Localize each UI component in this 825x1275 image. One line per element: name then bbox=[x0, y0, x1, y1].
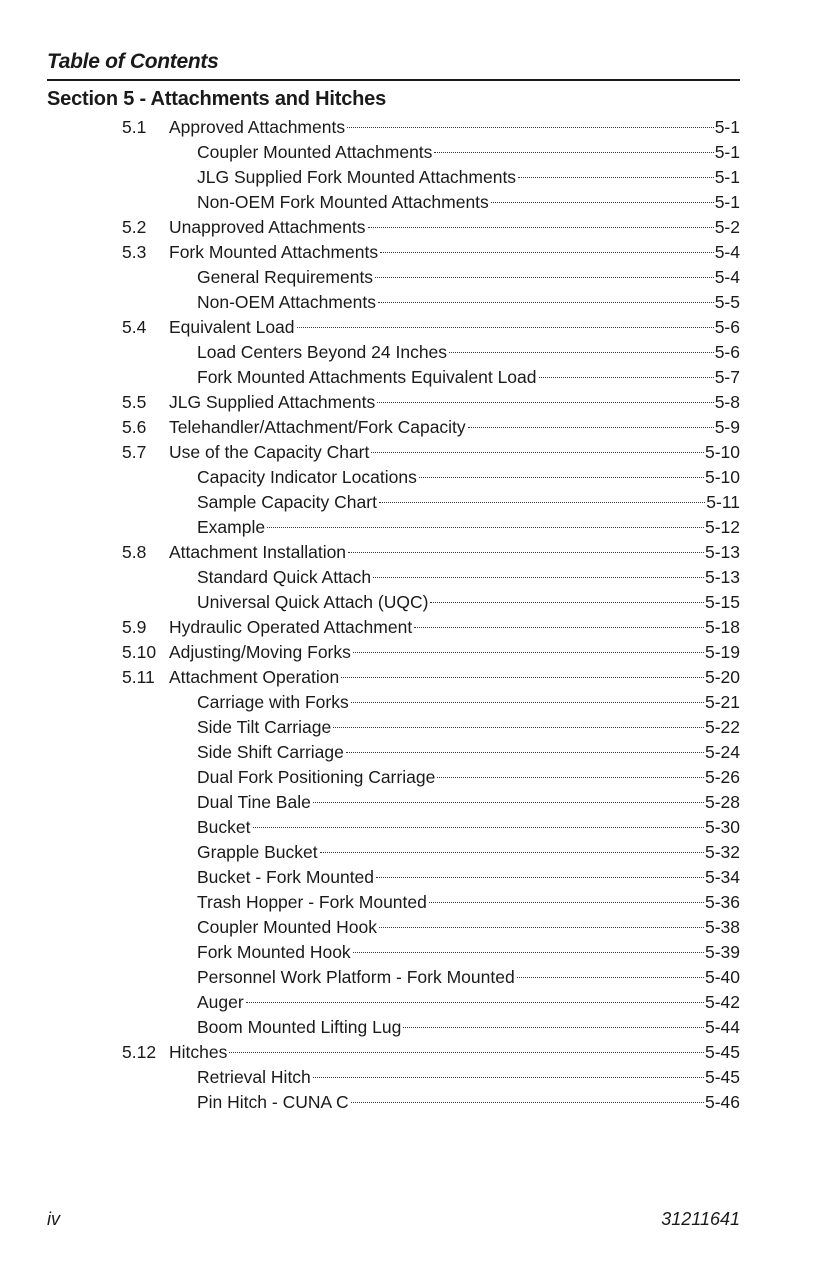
dot-leader bbox=[347, 127, 714, 128]
dot-leader bbox=[229, 1052, 704, 1053]
toc-entry-page: 5-26 bbox=[704, 767, 740, 787]
dot-leader bbox=[375, 277, 714, 278]
dot-leader bbox=[297, 327, 714, 328]
toc-entry[interactable] bbox=[0, 965, 825, 990]
dot-leader bbox=[253, 827, 704, 828]
toc-entry[interactable] bbox=[0, 840, 825, 865]
toc-entry-line bbox=[169, 315, 740, 340]
toc-entry-page: 5-28 bbox=[704, 792, 740, 812]
toc-entry-title: Bucket - Fork Mounted bbox=[197, 867, 375, 887]
toc-entry-title: Sample Capacity Chart bbox=[197, 492, 377, 512]
toc-entry-title: Telehandler/Attachment/Fork Capacity bbox=[169, 417, 466, 437]
toc-entry-line bbox=[169, 240, 740, 265]
toc-entry-line bbox=[169, 440, 740, 465]
toc-entry-page: 5-42 bbox=[704, 992, 740, 1012]
toc-entry-line bbox=[197, 940, 740, 965]
toc-entry-page: 5-4 bbox=[714, 242, 740, 262]
toc-entry-title: Fork Mounted Attachments bbox=[169, 242, 379, 262]
toc-entry-page: 5-19 bbox=[704, 642, 740, 662]
toc-entry-page: 5-1 bbox=[714, 167, 740, 187]
toc-entry[interactable] bbox=[0, 940, 825, 965]
toc-entry[interactable] bbox=[0, 490, 825, 515]
dot-leader bbox=[491, 202, 714, 203]
toc-entry-title: Coupler Mounted Hook bbox=[197, 917, 377, 937]
toc-entry-page: 5-40 bbox=[704, 967, 740, 987]
toc-entry-line bbox=[197, 1090, 740, 1115]
toc-entry-line bbox=[197, 165, 740, 190]
toc-entry-line bbox=[197, 790, 740, 815]
dot-leader bbox=[403, 1027, 704, 1028]
toc-entry[interactable] bbox=[0, 415, 825, 440]
dot-leader bbox=[379, 502, 705, 503]
toc-entry[interactable] bbox=[0, 590, 825, 615]
toc-entry[interactable] bbox=[0, 540, 825, 565]
table-of-contents bbox=[0, 115, 825, 1115]
toc-entry-line bbox=[169, 415, 740, 440]
dot-leader bbox=[373, 577, 704, 578]
toc-entry-page: 5-7 bbox=[714, 367, 740, 387]
dot-leader bbox=[313, 1077, 704, 1078]
toc-entry-title: Boom Mounted Lifting Lug bbox=[197, 1017, 402, 1037]
dot-leader bbox=[267, 527, 704, 528]
toc-entry-line bbox=[197, 740, 740, 765]
dot-leader bbox=[377, 402, 713, 403]
toc-entry-title: Load Centers Beyond 24 Inches bbox=[197, 342, 448, 362]
toc-entry-title: Standard Quick Attach bbox=[197, 567, 372, 587]
toc-entry-number: 5.2 bbox=[122, 217, 147, 237]
toc-entry-line bbox=[169, 1040, 740, 1065]
toc-entry-page: 5-20 bbox=[704, 667, 740, 687]
toc-entry[interactable] bbox=[0, 515, 825, 540]
toc-entry-line bbox=[169, 640, 740, 665]
toc-entry[interactable] bbox=[0, 715, 825, 740]
toc-entry-title: Carriage with Forks bbox=[197, 692, 349, 712]
toc-entry-line bbox=[197, 290, 740, 315]
toc-entry-title: Non-OEM Attachments bbox=[197, 292, 376, 312]
toc-entry-page: 5-6 bbox=[714, 317, 740, 337]
dot-leader bbox=[371, 452, 704, 453]
toc-entry[interactable] bbox=[0, 365, 825, 390]
dot-leader bbox=[346, 752, 704, 753]
dot-leader bbox=[414, 627, 704, 628]
toc-entry-line bbox=[197, 140, 740, 165]
toc-entry-title: Unapproved Attachments bbox=[169, 217, 366, 237]
toc-entry-page: 5-8 bbox=[714, 392, 740, 412]
toc-entry-line bbox=[197, 990, 740, 1015]
toc-entry-page: 5-1 bbox=[714, 192, 740, 212]
toc-entry-line bbox=[197, 840, 740, 865]
toc-entry-page: 5-13 bbox=[704, 542, 740, 562]
toc-entry-page: 5-5 bbox=[714, 292, 740, 312]
toc-entry-title: Retrieval Hitch bbox=[197, 1067, 311, 1087]
toc-entry-page: 5-44 bbox=[704, 1017, 740, 1037]
toc-entry-page: 5-6 bbox=[714, 342, 740, 362]
header-divider bbox=[47, 79, 740, 81]
toc-entry[interactable] bbox=[0, 1090, 825, 1115]
toc-entry-page: 5-21 bbox=[704, 692, 740, 712]
toc-entry[interactable] bbox=[0, 140, 825, 165]
toc-entry-line bbox=[197, 915, 740, 940]
dot-leader bbox=[320, 852, 704, 853]
toc-entry[interactable] bbox=[0, 990, 825, 1015]
toc-entry-title: Attachment Installation bbox=[169, 542, 347, 562]
toc-entry-page: 5-45 bbox=[704, 1042, 740, 1062]
toc-entry-number: 5.9 bbox=[122, 617, 147, 637]
toc-entry-page: 5-32 bbox=[704, 842, 740, 862]
toc-entry[interactable] bbox=[0, 790, 825, 815]
toc-entry-page: 5-34 bbox=[704, 867, 740, 887]
toc-entry-line bbox=[197, 190, 740, 215]
toc-entry-page: 5-1 bbox=[714, 142, 740, 162]
toc-entry[interactable] bbox=[0, 565, 825, 590]
toc-entry-page: 5-10 bbox=[704, 442, 740, 462]
toc-entry[interactable] bbox=[0, 240, 825, 265]
toc-entry-line bbox=[197, 690, 740, 715]
toc-entry-title: Dual Tine Bale bbox=[197, 792, 311, 812]
toc-entry-title: Capacity Indicator Locations bbox=[197, 467, 417, 487]
page-header-title: Table of Contents bbox=[47, 50, 219, 73]
dot-leader bbox=[368, 227, 714, 228]
dot-leader bbox=[379, 927, 704, 928]
toc-entry-title: Hydraulic Operated Attachment bbox=[169, 617, 413, 637]
dot-leader bbox=[518, 177, 714, 178]
toc-entry[interactable] bbox=[0, 265, 825, 290]
toc-entry[interactable] bbox=[0, 165, 825, 190]
toc-entry-page: 5-9 bbox=[714, 417, 740, 437]
toc-entry-page: 5-22 bbox=[704, 717, 740, 737]
toc-entry-page: 5-38 bbox=[704, 917, 740, 937]
toc-entry-title: Hitches bbox=[169, 1042, 228, 1062]
dot-leader bbox=[539, 377, 714, 378]
toc-entry-line bbox=[197, 1065, 740, 1090]
toc-entry-line bbox=[197, 515, 740, 540]
dot-leader bbox=[434, 152, 713, 153]
dot-leader bbox=[419, 477, 704, 478]
dot-leader bbox=[333, 727, 704, 728]
dot-leader bbox=[430, 602, 704, 603]
toc-entry-number: 5.7 bbox=[122, 442, 147, 462]
toc-entry-title: Adjusting/Moving Forks bbox=[169, 642, 351, 662]
toc-entry-page: 5-11 bbox=[706, 492, 740, 512]
toc-entry-page: 5-30 bbox=[704, 817, 740, 837]
toc-entry-title: Fork Mounted Attachments Equivalent Load bbox=[197, 367, 537, 387]
toc-entry[interactable] bbox=[0, 290, 825, 315]
toc-entry[interactable] bbox=[0, 1040, 825, 1065]
toc-entry-page: 5-24 bbox=[704, 742, 740, 762]
dot-leader bbox=[380, 252, 714, 253]
toc-entry-line bbox=[197, 815, 740, 840]
toc-entry-page: 5-36 bbox=[704, 892, 740, 912]
dot-leader bbox=[376, 877, 704, 878]
dot-leader bbox=[517, 977, 704, 978]
toc-entry[interactable] bbox=[0, 890, 825, 915]
toc-entry-line bbox=[197, 365, 740, 390]
toc-entry-page: 5-15 bbox=[704, 592, 740, 612]
toc-entry-page: 5-45 bbox=[704, 1067, 740, 1087]
toc-entry-title: Trash Hopper - Fork Mounted bbox=[197, 892, 427, 912]
dot-leader bbox=[348, 552, 704, 553]
toc-entry-title: Bucket bbox=[197, 817, 251, 837]
toc-entry-line bbox=[197, 590, 740, 615]
toc-entry-number: 5.6 bbox=[122, 417, 147, 437]
toc-entry-line bbox=[169, 615, 740, 640]
toc-entry-line bbox=[197, 890, 740, 915]
toc-entry-page: 5-39 bbox=[704, 942, 740, 962]
toc-entry-number: 5.4 bbox=[122, 317, 147, 337]
toc-entry-page: 5-2 bbox=[714, 217, 740, 237]
toc-entry-page: 5-18 bbox=[704, 617, 740, 637]
toc-entry[interactable] bbox=[0, 765, 825, 790]
toc-entry-line bbox=[169, 540, 740, 565]
toc-entry-number: 5.12 bbox=[122, 1042, 157, 1062]
dot-leader bbox=[353, 652, 704, 653]
toc-entry-line bbox=[197, 765, 740, 790]
toc-entry[interactable] bbox=[0, 190, 825, 215]
toc-entry-line bbox=[197, 490, 740, 515]
toc-entry-title: Approved Attachments bbox=[169, 117, 346, 137]
footer-doc-number: 31211641 bbox=[661, 1209, 740, 1229]
toc-entry[interactable] bbox=[0, 115, 825, 140]
toc-entry[interactable] bbox=[0, 340, 825, 365]
toc-entry-title: Use of the Capacity Chart bbox=[169, 442, 370, 462]
toc-entry-page: 5-46 bbox=[704, 1092, 740, 1112]
toc-entry-title: Universal Quick Attach (UQC) bbox=[197, 592, 429, 612]
footer-page-number: iv bbox=[47, 1209, 60, 1229]
toc-entry-line bbox=[169, 115, 740, 140]
toc-entry-number: 5.3 bbox=[122, 242, 147, 262]
dot-leader bbox=[313, 802, 704, 803]
toc-entry-line bbox=[197, 1015, 740, 1040]
toc-entry-line bbox=[197, 465, 740, 490]
dot-leader bbox=[351, 1102, 704, 1103]
dot-leader bbox=[246, 1002, 704, 1003]
toc-entry-line bbox=[197, 865, 740, 890]
toc-entry-number: 5.5 bbox=[122, 392, 147, 412]
dot-leader bbox=[351, 702, 704, 703]
toc-entry-number: 5.10 bbox=[122, 642, 157, 662]
toc-entry[interactable] bbox=[0, 465, 825, 490]
toc-entry[interactable] bbox=[0, 865, 825, 890]
toc-entry-line bbox=[197, 715, 740, 740]
toc-entry[interactable] bbox=[0, 615, 825, 640]
toc-entry-title: Auger bbox=[197, 992, 244, 1012]
toc-entry-page: 5-1 bbox=[714, 117, 740, 137]
toc-entry[interactable] bbox=[0, 315, 825, 340]
dot-leader bbox=[468, 427, 714, 428]
toc-entry-number: 5.8 bbox=[122, 542, 147, 562]
toc-entry-title: JLG Supplied Attachments bbox=[169, 392, 376, 412]
toc-entry[interactable] bbox=[0, 640, 825, 665]
dot-leader bbox=[341, 677, 704, 678]
toc-entry-title: Coupler Mounted Attachments bbox=[197, 142, 433, 162]
toc-entry-title: Dual Fork Positioning Carriage bbox=[197, 767, 436, 787]
toc-entry-line bbox=[169, 665, 740, 690]
toc-entry-title: General Requirements bbox=[197, 267, 374, 287]
toc-entry-title: Pin Hitch - CUNA C bbox=[197, 1092, 349, 1112]
toc-entry-page: 5-4 bbox=[714, 267, 740, 287]
toc-entry[interactable] bbox=[0, 215, 825, 240]
dot-leader bbox=[353, 952, 704, 953]
toc-entry-page: 5-12 bbox=[704, 517, 740, 537]
toc-entry-title: Non-OEM Fork Mounted Attachments bbox=[197, 192, 489, 212]
dot-leader bbox=[429, 902, 704, 903]
toc-entry-page: 5-13 bbox=[704, 567, 740, 587]
toc-entry[interactable] bbox=[0, 390, 825, 415]
toc-entry-line bbox=[197, 265, 740, 290]
toc-entry[interactable] bbox=[0, 915, 825, 940]
dot-leader bbox=[437, 777, 704, 778]
toc-entry[interactable] bbox=[0, 740, 825, 765]
toc-entry-line bbox=[169, 390, 740, 415]
toc-entry-title: Attachment Operation bbox=[169, 667, 340, 687]
toc-entry-title: Side Shift Carriage bbox=[197, 742, 344, 762]
toc-entry-page: 5-10 bbox=[704, 467, 740, 487]
dot-leader bbox=[449, 352, 714, 353]
toc-entry-line bbox=[197, 565, 740, 590]
toc-entry-title: JLG Supplied Fork Mounted Attachments bbox=[197, 167, 517, 187]
toc-entry-title: Example bbox=[197, 517, 266, 537]
toc-entry[interactable] bbox=[0, 690, 825, 715]
toc-entry-number: 5.11 bbox=[122, 667, 155, 687]
toc-entry-title: Fork Mounted Hook bbox=[197, 942, 351, 962]
toc-entry[interactable] bbox=[0, 440, 825, 465]
toc-entry[interactable] bbox=[0, 1065, 825, 1090]
dot-leader bbox=[378, 302, 714, 303]
toc-entry[interactable] bbox=[0, 1015, 825, 1040]
toc-entry-title: Personnel Work Platform - Fork Mounted bbox=[197, 967, 515, 987]
toc-entry[interactable] bbox=[0, 665, 825, 690]
toc-entry[interactable] bbox=[0, 815, 825, 840]
toc-entry-title: Grapple Bucket bbox=[197, 842, 318, 862]
toc-entry-title: Side Tilt Carriage bbox=[197, 717, 332, 737]
section-title: Section 5 - Attachments and Hitches bbox=[47, 88, 386, 110]
toc-entry-line bbox=[197, 965, 740, 990]
toc-entry-line bbox=[197, 340, 740, 365]
toc-entry-line bbox=[169, 215, 740, 240]
toc-entry-number: 5.1 bbox=[122, 117, 147, 137]
toc-entry-title: Equivalent Load bbox=[169, 317, 295, 337]
